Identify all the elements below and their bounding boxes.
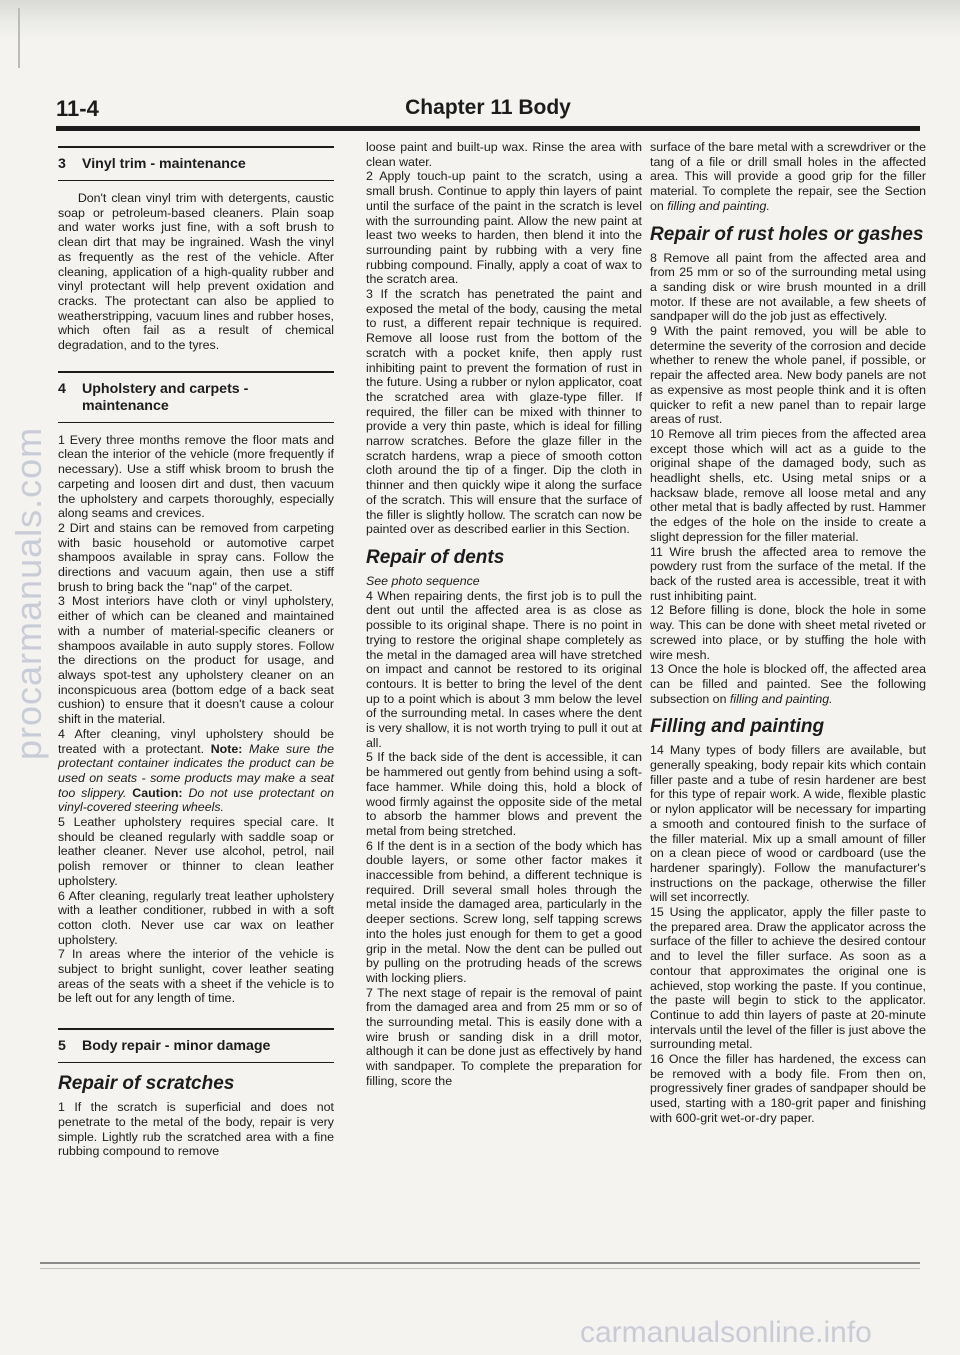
header-rule — [56, 126, 920, 131]
paragraph: 3 If the scratch has penetrated the paint and exposed the metal of the body, causing the metal to rust, a different repair technique is required. Remove all loose rust from the bottom of the scratch with a pocket knife, then apply rust inhibiting paint to prevent the formation of rust in the future. Using a rubber or nylon applicator, coat the scratched area with glaze-type filler. If required, the filler can be mixed with thinner to provide a very thin paste, which is ideal for filling narrow scratches. Before the glaze filler in the scratch hardens, wrap a piece of smooth cotton cloth around the tip of a finger. Dip the cloth in thinner and then quickly wipe it along the surface of the scratch. This will ensure that the surface of the filler is slightly hollow. The scratch can now be painted over as described earlier in this Section. — [366, 287, 642, 537]
paragraph: 2 Dirt and stains can be removed from carpeting with basic household or automotive carpet shampoos available in spray cans. Follow the directions and vacuum again, then use a stiff brush to bring back the "nap" of the carpet. — [58, 520, 334, 594]
column-1 — [58, 140, 334, 1159]
caution-label: Caution: — [132, 785, 183, 800]
paragraph: 16 Once the filler has hardened, the excess can be removed with a body file. From then on, progressively finer grades of sandpaper should be used, starting with a 180-grit paper and finishing with 600-grit wet-or-dry paper. — [650, 1052, 926, 1125]
text: 13 Once the hole is blocked off, the affected area can be filled and painted. See the following subsection on — [650, 662, 926, 706]
paragraph: 9 With the paint removed, you will be able to determine the severity of the corrosion and decide whether to renew the whole panel, if possible, or repair the affected area. New body panels are not as expensive as most people think and it is often quicker to refit a new panel than to repair large areas of rust. — [650, 324, 926, 427]
chapter-title: Chapter 11 Body — [405, 96, 571, 119]
cross-reference: filling and painting. — [729, 691, 833, 706]
paragraph: 6 After cleaning, regularly treat leather upholstery with a leather conditioner, rubbed in with a soft cotton cloth. Never use car wax on leather upholstery. — [58, 888, 334, 947]
photo-sequence-note: See photo sequence — [366, 573, 480, 588]
subheading-filling: Filling and painting — [650, 716, 825, 738]
paragraph: 4 When repairing dents, the first job is to pull the dent out until the affected area is as close as possible to its original shape. There is no point in trying to restore the original shape completely as the metal in the damaged area will have stretched on impact and cannot be restored to its original contours. It is better to bring the level of the dent up to a point which is about 3 mm below the level of the surrounding metal. In cases where the dent is very shallow, it is not worth trying to pull it out at all. — [366, 588, 642, 750]
section-number: 3 — [58, 156, 66, 172]
paragraph: 6 If the dent is in a section of the body which has double layers, or some other factor makes it inaccessible from behind, a different technique is required. Drill several small holes through the metal inside the damaged area, particularly in the deeper sections. Screw long, self tapping screws into the holes just enough for them to get a good grip in the metal. Now the dent can be pulled out by pulling on the protruding heads of the screws with locking pliers. — [366, 838, 642, 985]
page-number: 11-4 — [56, 96, 99, 121]
paragraph: 1 Every three months remove the floor mats and clean the interior of the vehicle (more frequently if necessary). Use a stiff whisk broom to brush the carpeting and loosen dirt and dust, then vacuum the upholstery and carpets thoroughly, especially along seams and crevices. — [58, 432, 334, 521]
section-title: Vinyl trim - maintenance — [82, 156, 246, 172]
paragraph: loose paint and built-up wax. Rinse the area with clean water. — [366, 140, 642, 169]
paragraph: 10 Remove all trim pieces from the affected area except those which will act as a guide to the original shape of the damaged body, such as headlight shells, etc. Using metal snips or a hacksaw blade, remove all loose metal and any other metal that is badly affected by rust. Hammer the edges of the hole on the inside to create a slight depression for the filler material. — [650, 426, 926, 544]
paragraph: 2 Apply touch-up paint to the scratch, using a small brush. Continue to apply thin layers of paint until the surface of the paint in the scratch is level with the surrounding paint. Allow the new paint at least two weeks to harden, then blend it into the surrounding paint by rubbing with a very fine rubbing compound. Finally, apply a coat of wax to the scratch area. — [366, 169, 642, 287]
section-number: 5 — [58, 1038, 66, 1055]
section-heading-3 — [58, 146, 334, 181]
watermark-left: procarmanuals.com — [8, 426, 49, 760]
paragraph — [650, 140, 926, 214]
column-2 — [366, 140, 642, 1089]
subheading-dents: Repair of dents — [366, 546, 505, 568]
section-title: Body repair - minor damage — [82, 1038, 271, 1055]
paragraph: 11 Wire brush the affected area to remove the powdery rust from the surface of the metal. If the back of the rusted area is accessible, treat it with rust inhibiting paint. — [650, 544, 926, 603]
watermark-bottom: carmanualsonline.info — [580, 1316, 872, 1349]
subheading-rust: Repair of rust holes or gashes — [650, 223, 924, 245]
paragraph — [58, 727, 334, 815]
page-header — [56, 96, 920, 124]
column-3 — [650, 140, 926, 1126]
scan-top-edge — [0, 0, 960, 40]
paragraph: 1 If the scratch is superficial and does not penetrate to the metal of the body, repair is very simple. Lightly rub the scratched area with a fine rubbing compound to remove — [58, 1100, 334, 1159]
paragraph: Don't clean vinyl trim with detergents, caustic soap or petroleum-based cleaners. Plain soap and water works just fine, with a soft brush to clean dirt that may be ingrained. Wash the vinyl as frequently as the rest of the vehicle. After cleaning, application of a high-quality rubber and vinyl protectant will help prevent oxidation and cracks. The protectant can also be applied to weatherstripping, vacuum lines and rubber hoses, which often fail as a result of chemical degradation, and to the tyres. — [58, 191, 334, 353]
paragraph: 5 If the back side of the dent is accessible, it can be hammered out gently from behind using a soft-face hammer. While doing this, hold a block of wood firmly against the opposite side of the metal to absorb the hammer blows and prevent the metal from being stretched. — [366, 750, 642, 838]
cross-reference: filling and painting. — [667, 198, 770, 213]
section-title: Upholstery and carpets - maintenance — [82, 380, 249, 414]
scan-margin-mark — [18, 8, 20, 68]
paragraph: 5 Leather upholstery requires special care. It should be cleaned regularly with saddle soap or leather cleaner. Never use alcohol, petrol, nail polish remover or thinner to clean leather upholstery. — [58, 815, 334, 888]
paragraph: 3 Most interiors have cloth or vinyl upholstery, either of which can be cleaned and maintained with a number of material-specific cleaners or shampoos available in auto supply stores. Follow the directions on the product for usage, and always spot-test any upholstery cleaner on an inconspicuous area (bottom edge of a back seat cushion) to ensure that it doesn't cause a colour shift in the material. — [58, 594, 334, 727]
paragraph — [650, 662, 926, 706]
paragraph: 8 Remove all paint from the affected area and from 25 mm or so of the surrounding metal using a sanding disk or wire brush mounted in a drill motor. If these are not available, a few sheets of sandpaper will do the job just as effectively. — [650, 250, 926, 324]
text: 4 After cleaning, vinyl upholstery should be treated with a protectant. — [58, 726, 334, 756]
paragraph: 7 In areas where the interior of the vehicle is subject to bright sunlight, cover leather seating areas of the seats with a sheet if the vehicle is to be left out for any length of time. — [58, 947, 334, 1006]
paragraph: 7 The next stage of repair is the removal of paint from the damaged area and from 25 mm or so of the surrounding metal. This is easily done with a wire brush or sanding disk in a drill motor, although it can be done just as effectively by hand with sandpaper. To complete the preparation for filling, score the — [366, 985, 642, 1088]
caution-text: Do not use protectant on vinyl-covered steering wheels. — [58, 785, 335, 815]
section-heading-5 — [58, 1028, 334, 1063]
subheading-scratches: Repair of scratches — [58, 1073, 235, 1095]
footer-rule — [40, 1262, 920, 1264]
section-number: 4 — [58, 380, 66, 397]
paragraph: 12 Before filling is done, block the hole in some way. This can be done with sheet metal riveted or screwed into place, or by stuffing the hole with wire mesh. — [650, 603, 926, 662]
footer-rule-faint — [40, 1268, 920, 1269]
note-label: Note: — [210, 741, 243, 756]
text: surface of the bare metal with a screwdriver or the tang of a file or drill small holes in the affected area. This will provide a good grip for the filler material. To complete the repair, see the Section on — [650, 140, 926, 213]
paragraph: 15 Using the applicator, apply the filler paste to the prepared area. Draw the applicator across the surface of the filler to achieve the desired contour and to level the filler surface. As soon as a contour that approximates the original one is achieved, stop working the paste. If you continue, the paste will begin to stick to the applicator. Continue to add thin layers of paste at 20-minute intervals until the level of the filler is just above the surrounding metal. — [650, 905, 926, 1052]
paragraph: 14 Many types of body fillers are available, but generally speaking, body repair kits which contain filler paste and a tube of resin hardener are best for this type of repair work. A wide, flexible plastic or nylon applicator will be necessary for imparting a smooth and contoured finish to the surface of the filler material. Mix up a small amount of filler on a clean piece of wood or cardboard (use the hardener sparingly). Follow the manufacturer's instructions on the package, otherwise the filler will set incorrectly. — [650, 743, 926, 905]
section-heading-4 — [58, 371, 334, 423]
note-text: Make sure the protectant container indicates the product can be used on seats - some products may make a seat too slippery. — [58, 741, 334, 800]
